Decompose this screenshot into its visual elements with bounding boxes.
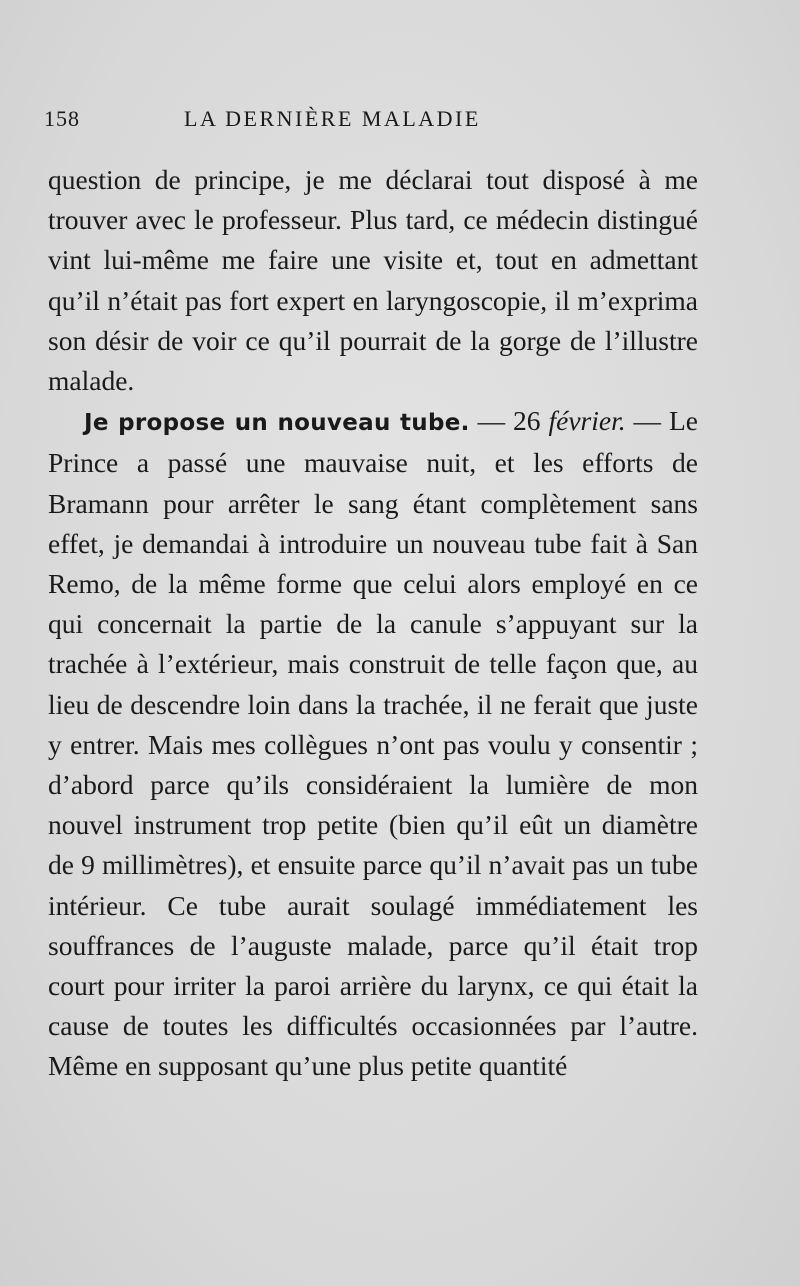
date-label: février. (548, 405, 626, 437)
section-heading: Je propose un nouveau tube. (84, 410, 470, 437)
heading-dash: — 26 (469, 405, 549, 437)
page-number: 158 (44, 106, 80, 131)
paragraph-new-tube (48, 401, 698, 1086)
body-text (48, 160, 698, 1087)
running-head (44, 106, 704, 140)
running-title: LA DERNIÈRE MALADIE (184, 106, 481, 131)
paragraph-text: — Le Prince a passé une mauvaise nuit, et les efforts de Bramann pour arrêter le sang étant complètement sans effet, je demandai à introduire un nouveau tube fait à San Remo, de la même forme que celui alors employé en ce qui concernait la partie de la canule s’appuyant sur la trachée à l’extérieur, mais construit de telle façon que, au lieu de descendre loin dans la trachée, il ne ferait que juste y entrer. Mais mes collègues n’ont pas voulu y consentir ; d’abord parce qu’ils considéraient la lumière de mon nouvel instrument trop petite (bien qu’il eût un diamètre de 9 millimètres), et ensuite parce qu’il n’avait pas un tube intérieur. Ce tube aurait soulagé immédiatement les souffrances de l’auguste malade, parce qu’il était trop court pour irriter la paroi arrière du larynx, ce qui était la cause de toutes les difficultés occasionnées par l’autre. Même en supposant qu’une plus petite quantité (48, 405, 698, 1082)
paragraph-continued: question de principe, je me déclarai tout disposé à me trouver avec le professeur. Plus tard, ce médecin distingué vint lui-même me faire une visite et, tout en admettant qu’il n’était pas fort expert en laryngoscopie, il m’exprima son désir de voir ce qu’il pourrait de la gorge de l’illustre malade. (48, 164, 698, 397)
